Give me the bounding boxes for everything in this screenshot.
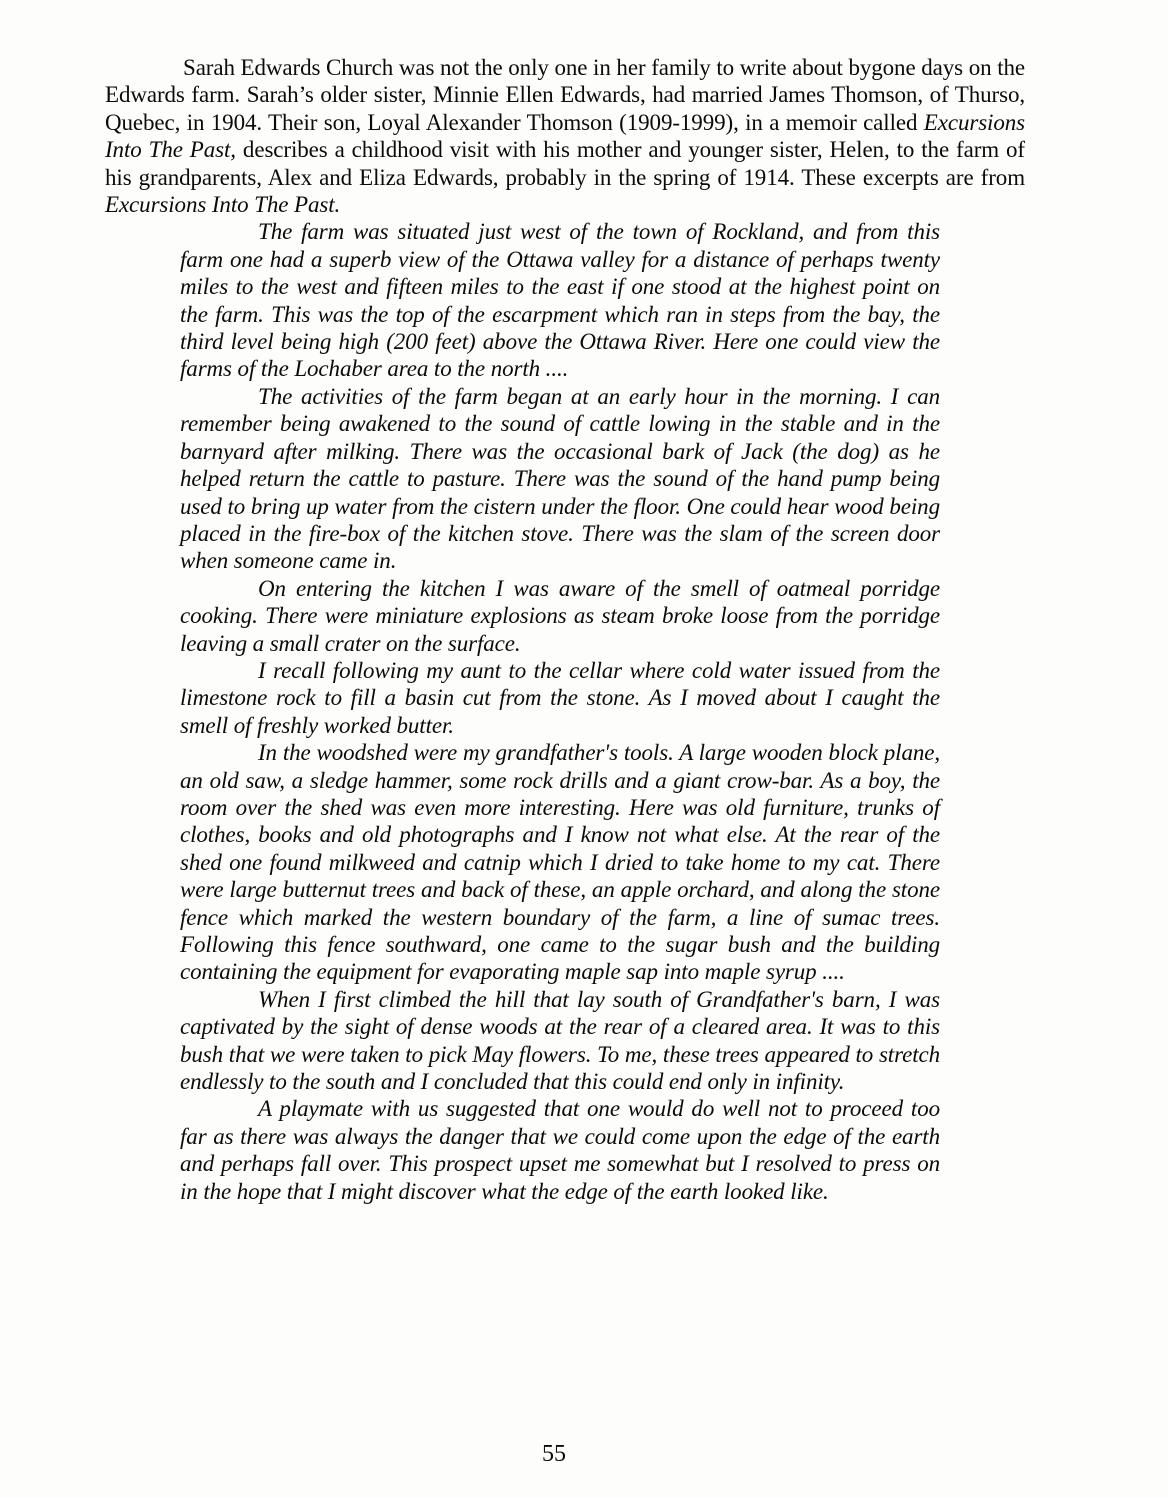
intro-paragraph	[105, 54, 1025, 218]
excerpt-paragraph-woodshed: In the woodshed were my grandfather's tools. A large wooden block plane, an old saw, a sledge hammer, some rock drills and a giant crow-bar. As a boy, the room over the shed was even more interesting. Here was old furniture, trunks of clothes, books and old photographs and I know not what else. At the rear of the shed one found milkweed and catnip which I dried to take home to my cat. There were large butternut trees and back of these, an apple orchard, and along the stone fence which marked the western boundary of the farm, a line of sumac trees. Following this fence southward, one came to the sugar bush and the building containing the equipment for evaporating maple sap into maple syrup ....	[180, 740, 940, 985]
page-number: 55	[542, 1440, 566, 1467]
book-title-inline: Excursions Into The Past.	[105, 192, 341, 218]
excerpt-paragraph-hill-woods: When I first climbed the hill that lay south of Grandfather's barn, I was captivated by the sight of dense woods at the rear of a cleared area. It was to this bush that we were taken to pick May flowers. To me, these trees appeared to stretch endlessly to the south and I concluded that this could end only in infinity.	[180, 986, 940, 1095]
excerpt-paragraph-cellar: I recall following my aunt to the cellar where cold water issued from the limestone rock to fill a basin cut from the stone. As I moved about I caught the smell of freshly worked butter.	[180, 657, 940, 738]
memoir-excerpt-block	[180, 218, 940, 1205]
excerpt-paragraph-morning-activities: The activities of the farm began at an early hour in the morning. I can remember being awakened to the sound of cattle lowing in the stable and in the barnyard after milking. There was the occasional bark of Jack (the dog) as he helped return the cattle to pasture. There was the sound of the hand pump being used to bring up water from the cistern under the floor. One could hear wood being placed in the fire-box of the kitchen stove. There was the slam of the screen door when someone came in.	[180, 383, 940, 574]
excerpt-paragraph-farm-view: The farm was situated just west of the town of Rockland, and from this farm one had a superb view of the Ottawa valley for a distance of perhaps twenty miles to the west and fifteen miles to the east if one stood at the highest point on the farm. This was the top of the escarpment which ran in steps from the bay, the third level being high (200 feet) above the Ottawa River. Here one could view the farms of the Lochaber area to the north ....	[180, 219, 940, 382]
excerpt-paragraph-edge-of-earth: A playmate with us suggested that one would do well not to proceed too far as there was always the danger that we could come upon the edge of the earth and perhaps fall over. This prospect upset me somewhat but I resolved to press on in the hope that I might discover what the edge of the earth looked like.	[180, 1096, 940, 1204]
book-title-inline: Excursions Into The Past,	[105, 109, 1025, 163]
intro-text-segment: Sarah Edwards Church was not the only one in her family to write about bygone days on the Edwards farm. Sarah’s older sister, Minnie Ellen Edwards, had married James Thomson, of Thurso, Quebec, in 1904. Their son, Loyal Alexander Thomson (1909-1999), in a memoir called	[105, 55, 1025, 135]
intro-text-segment: describes a childhood visit with his mother and younger sister, Helen, to the farm of his grandparents, Alex and Eliza Edwards, probably in the spring of 1914. These excerpts are from	[105, 137, 1025, 190]
excerpt-paragraph-kitchen: On entering the kitchen I was aware of the smell of oatmeal porridge cooking. There were miniature explosions as steam broke loose from the porridge leaving a small crater on the surface.	[180, 575, 940, 656]
